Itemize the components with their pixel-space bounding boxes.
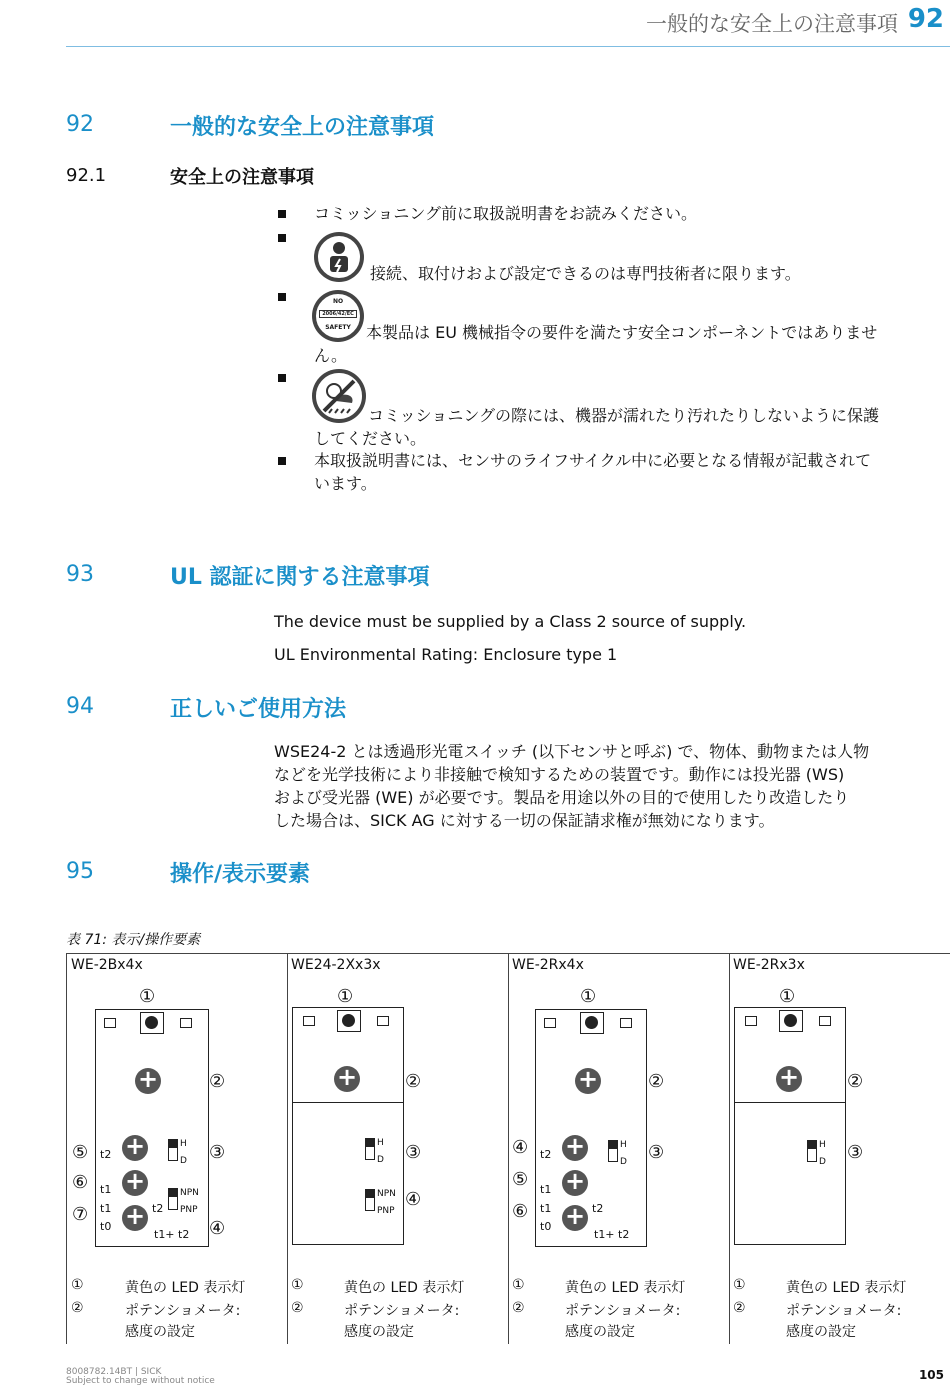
bullet-marker <box>278 374 286 382</box>
legend-number-2: ② <box>71 1300 84 1316</box>
switch-label-h: H <box>819 1140 826 1150</box>
bullet-5-text-line1: 本取扱説明書には、センサのライフサイクル中に必要となる情報が記載されて <box>314 451 872 470</box>
sensitivity-potentiometer <box>135 1068 161 1094</box>
bullet-marker <box>278 293 286 301</box>
section-94-line-2: などを光学技術により非接触で検知するための装置です。動作には投光器 (WS) <box>274 765 845 784</box>
table-column-we-2rx4x <box>508 954 730 1344</box>
legend-led: 黄色の LED 表示灯 <box>786 1280 907 1296</box>
table-column-we-2rx3x <box>729 954 950 1344</box>
marker-6: ⑥ <box>512 1201 529 1222</box>
timer-potentiometer-2 <box>122 1170 148 1196</box>
device-divider <box>735 1102 845 1103</box>
header-divider <box>66 46 950 47</box>
led-housing <box>337 1010 361 1032</box>
sensitivity-potentiometer <box>575 1068 601 1094</box>
switch-label-d: D <box>819 1157 826 1167</box>
switch-label-pnp: PNP <box>180 1205 198 1215</box>
timer-label-t1: t1 <box>540 1202 552 1215</box>
bullet-3-text-line1: 本製品は EU 機械指令の要件を満たす安全コンポーネントではありませ <box>366 323 878 342</box>
marker-6: ⑥ <box>72 1172 89 1193</box>
switch-label-d: D <box>377 1155 384 1165</box>
timer-label-t0: t0 <box>100 1220 112 1233</box>
marker-2: ② <box>405 1071 422 1092</box>
device-body <box>535 1009 647 1247</box>
legend-sensitivity: 感度の設定 <box>565 1324 635 1340</box>
no-machinery-directive-icon <box>312 290 364 342</box>
legend-led: 黄色の LED 表示灯 <box>344 1280 465 1296</box>
bullet-marker <box>278 457 286 465</box>
device-window <box>180 1018 192 1028</box>
legend-number-2: ② <box>512 1300 525 1316</box>
timer-potentiometer-3 <box>122 1205 148 1231</box>
legend-number-1: ① <box>733 1277 746 1293</box>
icon-label-directive: 2006/42/EC <box>319 310 357 318</box>
device-body <box>734 1007 846 1245</box>
switch-label-h: H <box>620 1140 627 1150</box>
legend-potentiometer: ポテンショメータ: <box>565 1303 681 1319</box>
bullet-5-text-line2: います。 <box>314 474 377 493</box>
timer-potentiometer-3 <box>562 1205 588 1231</box>
switch-label-npn: NPN <box>377 1189 396 1199</box>
section-93-paragraph-2: UL Environmental Rating: Enclosure type 1 <box>274 645 618 664</box>
led-indicator <box>342 1014 355 1027</box>
device-window <box>377 1016 389 1026</box>
device-body <box>292 1007 404 1245</box>
table-column-we24-2xx3x <box>287 954 509 1344</box>
section-94-title: 正しいご使用方法 <box>170 697 347 722</box>
led-housing <box>140 1012 164 1034</box>
light-dark-switch <box>168 1139 178 1161</box>
switch-label-d: D <box>620 1157 627 1167</box>
timer-label-t1: t1 <box>100 1183 112 1196</box>
timer-potentiometer-2 <box>562 1170 588 1196</box>
running-header-title: 一般的な安全上の注意事項 <box>646 12 898 36</box>
led-indicator <box>145 1016 158 1029</box>
legend-number-1: ① <box>512 1277 525 1293</box>
led-housing <box>779 1010 803 1032</box>
marker-3: ③ <box>405 1142 422 1163</box>
section-94-line-1: WSE24-2 とは透過形光電スイッチ (以下センサと呼ぶ) で、物体、動物または人物 <box>274 742 870 761</box>
legend-number-1: ① <box>291 1277 304 1293</box>
sensitivity-potentiometer <box>776 1066 802 1092</box>
table-column-we-2bx4x <box>67 954 288 1344</box>
table-caption: 表 71: 表示/操作要素 <box>66 932 201 948</box>
legend-number-1: ① <box>71 1277 84 1293</box>
marker-5: ⑤ <box>72 1142 89 1163</box>
column-title: WE-2Rx3x <box>733 957 805 973</box>
legend-number-2: ② <box>733 1300 746 1316</box>
section-92-title: 一般的な安全上の注意事項 <box>170 115 435 140</box>
marker-2: ② <box>648 1071 665 1092</box>
footer-document-id: 8008782.14BT | SICK <box>66 1367 162 1377</box>
switch-label-h: H <box>180 1139 187 1149</box>
running-header-number: 92 <box>907 4 944 34</box>
npn-pnp-switch <box>168 1188 178 1210</box>
led-indicator <box>784 1014 797 1027</box>
legend-potentiometer: ポテンショメータ: <box>344 1303 460 1319</box>
footer-notice: Subject to change without notice <box>66 1376 215 1386</box>
marker-1: ① <box>580 986 597 1007</box>
legend-potentiometer: ポテンショメータ: <box>786 1303 902 1319</box>
timer-label-t2: t2 <box>592 1202 604 1215</box>
device-window <box>303 1016 315 1026</box>
switch-label-d: D <box>180 1156 187 1166</box>
sensitivity-potentiometer <box>334 1066 360 1092</box>
section-94-line-4: した場合は、SICK AG に対する一切の保証請求権が無効になります。 <box>274 811 775 830</box>
timer-potentiometer-1 <box>562 1135 588 1161</box>
legend-number-2: ② <box>291 1300 304 1316</box>
npn-pnp-switch <box>365 1189 375 1211</box>
bullet-2-text: 接続、取付けおよび設定できるのは専門技術者に限ります。 <box>370 264 801 283</box>
timer-label-t1-t2: t1+ t2 <box>154 1228 190 1241</box>
section-94-line-3: および受光器 (WE) が必要です。製品を用途以外の目的で使用したり改造したり <box>274 788 850 807</box>
column-title: WE-2Bx4x <box>71 957 143 973</box>
section-92-1-title: 安全上の注意事項 <box>170 167 314 188</box>
timer-potentiometer-1 <box>122 1135 148 1161</box>
section-95-number: 95 <box>66 859 94 884</box>
device-window <box>104 1018 116 1028</box>
led-housing <box>580 1012 604 1034</box>
device-window <box>544 1018 556 1028</box>
controls-table <box>66 953 950 1344</box>
device-divider <box>293 1102 403 1103</box>
light-dark-switch <box>608 1140 618 1162</box>
marker-2: ② <box>847 1071 864 1092</box>
electrician-icon <box>314 232 364 282</box>
marker-1: ① <box>139 986 156 1007</box>
light-dark-switch <box>365 1138 375 1160</box>
column-title: WE-2Rx4x <box>512 957 584 973</box>
section-95-title: 操作/表示要素 <box>170 862 311 887</box>
icon-label-no: NO <box>332 298 344 305</box>
bullet-4-text-line1: コミッショニングの際には、機器が濡れたり汚れたりしないように保護 <box>368 406 880 425</box>
legend-led: 黄色の LED 表示灯 <box>125 1280 246 1296</box>
bullet-4-text-line2: してください。 <box>314 429 427 448</box>
switch-label-pnp: PNP <box>377 1206 395 1216</box>
protect-from-moisture-icon <box>312 369 366 423</box>
marker-3: ③ <box>847 1142 864 1163</box>
legend-potentiometer: ポテンショメータ: <box>125 1303 241 1319</box>
light-dark-switch <box>807 1140 817 1162</box>
device-window <box>819 1016 831 1026</box>
page-number: 105 <box>918 1368 944 1382</box>
marker-2: ② <box>209 1071 226 1092</box>
bullet-1-text: コミッショニング前に取扱説明書をお読みください。 <box>314 204 698 223</box>
timer-label-t2: t2 <box>100 1148 112 1161</box>
timer-label-t2: t2 <box>540 1148 552 1161</box>
device-body <box>95 1009 209 1247</box>
marker-3: ③ <box>209 1142 226 1163</box>
section-92-1-number: 92.1 <box>66 165 107 186</box>
marker-4: ④ <box>405 1189 422 1210</box>
bullet-3-text-line2: ん。 <box>314 346 347 365</box>
legend-sensitivity: 感度の設定 <box>786 1324 856 1340</box>
timer-label-t1: t1 <box>540 1183 552 1196</box>
column-title: WE24-2Xx3x <box>291 957 381 973</box>
marker-4: ④ <box>512 1137 529 1158</box>
timer-label-t1-t2: t1+ t2 <box>594 1228 630 1241</box>
led-indicator <box>585 1016 598 1029</box>
bullet-marker <box>278 210 286 218</box>
marker-1: ① <box>779 986 796 1007</box>
marker-7: ⑦ <box>72 1204 89 1225</box>
timer-label-t1: t1 <box>100 1202 112 1215</box>
marker-4: ④ <box>209 1218 226 1239</box>
marker-3: ③ <box>648 1142 665 1163</box>
switch-label-npn: NPN <box>180 1188 199 1198</box>
timer-label-t2: t2 <box>152 1202 164 1215</box>
timer-label-t0: t0 <box>540 1220 552 1233</box>
marker-1: ① <box>337 986 354 1007</box>
section-93-paragraph-1: The device must be supplied by a Class 2 source of supply. <box>274 612 747 631</box>
bullet-marker <box>278 234 286 242</box>
legend-sensitivity: 感度の設定 <box>125 1324 195 1340</box>
switch-label-h: H <box>377 1138 384 1148</box>
icon-label-safety: SAFETY <box>325 324 351 331</box>
section-94-number: 94 <box>66 694 94 719</box>
section-93-title: UL 認証に関する注意事項 <box>170 565 430 590</box>
marker-5: ⑤ <box>512 1169 529 1190</box>
section-93-number: 93 <box>66 562 94 587</box>
device-window <box>620 1018 632 1028</box>
legend-sensitivity: 感度の設定 <box>344 1324 414 1340</box>
section-92-number: 92 <box>66 112 94 137</box>
legend-led: 黄色の LED 表示灯 <box>565 1280 686 1296</box>
device-window <box>745 1016 757 1026</box>
